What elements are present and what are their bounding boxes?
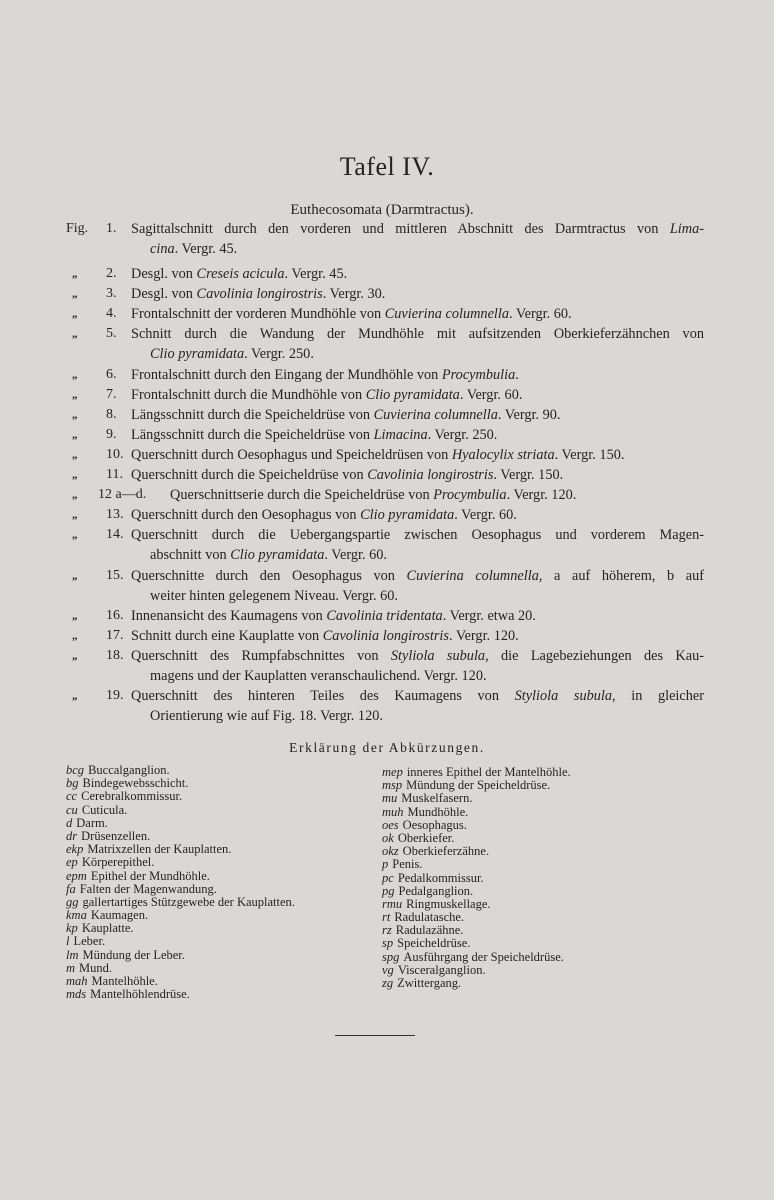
legend-abbreviation: mep xyxy=(382,765,403,779)
legend-meaning: Radulatasche. xyxy=(394,910,465,925)
figure-description-continued xyxy=(150,344,704,364)
figure-number: 10. xyxy=(106,447,124,462)
legend-abbreviation: rt xyxy=(382,910,391,925)
legend-meaning: Muskelfasern. xyxy=(401,791,473,806)
figure-number: 14. xyxy=(106,527,124,542)
figure-number: 11. xyxy=(106,467,123,482)
figure-label xyxy=(66,264,126,284)
figure-description xyxy=(131,686,704,706)
ditto-mark: „ xyxy=(72,650,78,662)
ditto-mark: „ xyxy=(72,570,78,582)
figure-number: 13. xyxy=(106,507,124,522)
text-run: . Vergr. etwa 20. xyxy=(442,608,536,624)
legend-abbreviation: epm xyxy=(66,868,87,883)
text-run: Desgl. von xyxy=(131,266,197,282)
legend-meaning: Falten der Magenwandung. xyxy=(79,881,217,896)
legend-abbreviation: rz xyxy=(382,923,392,938)
figure-number: 16. xyxy=(106,608,124,623)
figure-number: 15. xyxy=(106,568,124,583)
legend-right-column xyxy=(382,766,571,990)
text-run: Querschnitt durch den Oesophagus von xyxy=(131,507,361,523)
page-title: Tafel IV. xyxy=(339,152,435,181)
figure-number: 18. xyxy=(106,648,124,663)
legend-meaning: Drüsenzellen. xyxy=(81,828,151,843)
figure-entry xyxy=(0,525,774,563)
figure-description xyxy=(131,445,704,465)
legend-meaning: Mündung der Speicheldrüse. xyxy=(406,778,551,793)
text-run: . Vergr. 60. xyxy=(324,547,387,563)
text-run: , in gleicher xyxy=(612,688,704,704)
figure-label xyxy=(66,284,126,304)
legend-meaning: Kauplatte. xyxy=(81,921,134,936)
legend-abbreviation: ekp xyxy=(66,842,84,857)
text-run: . Vergr. 60. xyxy=(459,387,523,403)
ditto-mark: „ xyxy=(72,509,78,521)
figure-entry xyxy=(0,505,774,525)
text-run: . Vergr. 60. xyxy=(509,306,572,322)
legend-abbreviation: bg xyxy=(66,776,79,791)
legend-meaning: Ausführgang der Speicheldrüse. xyxy=(403,949,564,964)
figure-number: 9. xyxy=(106,427,117,442)
figure-entry xyxy=(0,264,774,284)
text-run: Querschnitt durch die Speicheldrüse von xyxy=(131,467,368,483)
legend-meaning: Radulazähne. xyxy=(395,923,464,938)
species-name: Clio pyramidata xyxy=(360,507,455,523)
figure-entry xyxy=(0,304,774,324)
figure-entry xyxy=(0,646,774,684)
legend-abbreviation: cc xyxy=(66,789,78,804)
legend-abbreviation: m xyxy=(66,960,76,975)
figure-number: 2. xyxy=(106,266,117,281)
figure-entry xyxy=(0,606,774,626)
figure-description xyxy=(170,485,704,505)
text-run: Querschnitt durch die Uebergangspartie zwischen Oesophagus und vorderem Magen- xyxy=(131,527,704,543)
legend-abbreviation: mah xyxy=(66,974,88,988)
figure-entry xyxy=(0,686,774,724)
legend-meaning: Leber. xyxy=(73,934,106,949)
figure-number: 6. xyxy=(106,367,117,382)
species-name: Cavolinia longirostris xyxy=(322,628,449,644)
figure-label xyxy=(66,304,126,324)
legend-abbreviation: pc xyxy=(382,870,394,885)
figure-label xyxy=(66,646,126,666)
species-name: Lima- xyxy=(669,221,704,237)
legend-meaning: Pedalganglion. xyxy=(398,883,474,898)
figure-description xyxy=(131,525,704,545)
legend-abbreviation: ok xyxy=(382,830,394,845)
text-run: Frontalschnitt der vorderen Mundhöhle von xyxy=(131,306,385,322)
text-run: abschnitt von xyxy=(150,547,231,563)
figure-description xyxy=(131,304,704,324)
text-run: . Vergr. 120. xyxy=(448,628,519,644)
text-run: Schnitt durch die Wandung der Mundhöhle mit aufsitzenden Oberkieferzähnchen von xyxy=(131,326,704,342)
legend-abbreviation: rmu xyxy=(382,896,403,911)
figure-description xyxy=(131,465,704,485)
species-name: Procymbulia xyxy=(441,367,516,383)
legend-abbreviation: mu xyxy=(382,791,398,806)
text-run: . Vergr. 250. xyxy=(427,427,498,443)
legend-abbreviation: gg xyxy=(66,894,79,909)
page-subtitle: Euthecosomata (Darmtractus). xyxy=(290,202,474,218)
legend-meaning: Oesophagus. xyxy=(402,817,467,832)
species-name: Styliola subula xyxy=(390,648,486,664)
text-run: . Vergr. 120. xyxy=(506,487,577,503)
legend-abbreviation: mds xyxy=(66,987,87,1002)
legend-left-column xyxy=(66,764,295,1001)
figure-number: 3. xyxy=(106,286,117,301)
figure-description xyxy=(131,385,704,405)
legend-abbreviation: muh xyxy=(382,804,404,819)
figure-label xyxy=(66,505,126,525)
figure-label xyxy=(66,566,126,586)
text-run: Innenansicht des Kaumagens von xyxy=(131,608,327,624)
figure-number: 7. xyxy=(106,387,117,402)
legend-meaning: gallertartiges Stützgewebe der Kauplatten. xyxy=(82,894,295,909)
legend-title: Erklärung der Abkürzungen. xyxy=(289,740,485,755)
legend-abbreviation: lm xyxy=(66,947,79,962)
legend-abbreviation: okz xyxy=(382,844,399,859)
figure-number: 1. xyxy=(106,221,117,236)
ditto-mark: „ xyxy=(72,288,78,300)
figure-label xyxy=(66,465,126,485)
legend-abbreviation: kma xyxy=(66,908,87,923)
figure-label xyxy=(66,324,126,344)
legend-abbreviation: ep xyxy=(66,855,78,870)
legend-meaning: Mund. xyxy=(79,960,113,975)
legend-abbreviation: spg xyxy=(382,949,400,964)
legend-abbreviation: l xyxy=(66,934,70,949)
figure-description xyxy=(131,606,704,626)
text-run: . Vergr. 60. xyxy=(454,507,517,523)
text-run: Sagittalschnitt durch den vorderen und mittleren Abschnitt des Darmtractus von xyxy=(131,221,670,237)
species-name: Cavolinia longirostris xyxy=(367,467,494,483)
figure-number: 5. xyxy=(106,326,117,341)
legend-meaning: Mantelhöhle. xyxy=(91,974,158,988)
text-run: Frontalschnitt durch den Eingang der Mundhöhle von xyxy=(131,367,442,383)
legend-meaning: Kaumagen. xyxy=(90,908,149,923)
figure-description xyxy=(131,284,704,304)
text-run: . Vergr. 45. xyxy=(284,266,348,282)
legend-abbreviation: cu xyxy=(66,802,78,817)
text-run: weiter hinten gelegenem Niveau. Vergr. 60. xyxy=(150,588,399,604)
fig-prefix: Fig. xyxy=(66,221,89,236)
figure-entry xyxy=(0,566,774,604)
species-name: Cuvierina columnella xyxy=(406,568,539,584)
figure-number: 12 a—d. xyxy=(98,487,147,502)
figure-description xyxy=(131,566,704,586)
figure-entry xyxy=(0,445,774,465)
text-run: . Vergr. 45. xyxy=(174,241,238,257)
ditto-mark: „ xyxy=(72,630,78,642)
figure-description xyxy=(131,365,704,385)
legend-meaning: Matrixzellen der Kauplatten. xyxy=(87,842,232,857)
ditto-mark: „ xyxy=(72,409,78,421)
figure-label xyxy=(66,219,126,238)
species-name: Cavolinia tridentata xyxy=(326,608,443,624)
legend-abbreviation: bcg xyxy=(66,763,85,777)
species-name: Clio pyramidata xyxy=(365,387,460,403)
ditto-mark: „ xyxy=(72,308,78,320)
figure-number: 17. xyxy=(106,628,124,643)
text-run: Längsschnitt durch die Speicheldrüse von xyxy=(131,427,374,443)
legend-abbreviation: fa xyxy=(66,881,76,896)
legend-meaning: Zwittergang. xyxy=(397,976,462,990)
figure-label xyxy=(66,626,126,646)
legend-meaning: Oberkieferzähne. xyxy=(402,844,490,859)
figure-description xyxy=(131,219,704,239)
text-run: Frontalschnitt durch die Mundhöhle von xyxy=(131,387,366,403)
species-name: Cuvierina columnella xyxy=(384,306,510,322)
figure-description xyxy=(131,324,704,344)
legend-meaning: Darm. xyxy=(76,815,108,830)
figure-description xyxy=(131,405,704,425)
figure-label xyxy=(66,425,126,445)
text-run: magens und der Kauplatten veranschaulichend. Vergr. 120. xyxy=(150,668,487,684)
figure-description xyxy=(131,646,704,666)
legend-abbreviation: kp xyxy=(66,921,78,936)
figure-entry xyxy=(0,284,774,304)
species-name: Styliola subula xyxy=(514,688,613,704)
figure-description xyxy=(131,626,704,646)
text-run: Orientierung wie auf Fig. 18. Vergr. 120. xyxy=(150,708,383,724)
species-name: Clio pyramidata xyxy=(230,547,325,563)
figure-entry xyxy=(0,405,774,425)
legend-meaning: Visceralganglion. xyxy=(397,962,486,977)
figure-description xyxy=(131,264,704,284)
text-run: . xyxy=(515,367,519,383)
ditto-mark: „ xyxy=(72,489,78,501)
text-run: . Vergr. 30. xyxy=(322,286,386,302)
species-name: Cuvierina columnella xyxy=(373,407,498,423)
species-name: cina xyxy=(150,241,175,257)
text-run: Querschnittserie durch die Speicheldrüse von xyxy=(170,487,434,503)
ditto-mark: „ xyxy=(72,610,78,622)
species-name: Cavolinia longirostris xyxy=(196,286,323,302)
legend-abbreviation: d xyxy=(66,815,73,830)
legend-abbreviation: p xyxy=(382,857,389,872)
text-run: Querschnitte durch den Oesophagus von xyxy=(131,568,407,584)
figure-entry xyxy=(0,425,774,445)
legend-meaning: Körperepithel. xyxy=(81,855,155,870)
figure-description xyxy=(131,505,704,525)
figure-entry xyxy=(0,324,774,362)
figure-description xyxy=(131,425,704,445)
text-run: Längsschnitt durch die Speicheldrüse von xyxy=(131,407,374,423)
text-run: . Vergr. 150. xyxy=(554,447,625,463)
figure-label xyxy=(66,445,126,465)
text-run: . Vergr. 150. xyxy=(493,467,564,483)
ditto-mark: „ xyxy=(72,268,78,280)
text-run: , a auf höherem, b auf xyxy=(538,568,705,584)
figure-entry xyxy=(0,465,774,485)
figure-entry xyxy=(0,219,774,257)
legend-meaning: Ringmuskellage. xyxy=(406,896,491,911)
figure-entry xyxy=(0,365,774,385)
text-run: . Vergr. 90. xyxy=(497,407,561,423)
figure-description-continued xyxy=(150,706,704,726)
text-run: , die Lagebeziehungen des Kau- xyxy=(485,648,704,664)
legend-meaning: Buccalganglion. xyxy=(88,763,170,777)
legend-meaning: Mundhöhle. xyxy=(407,804,469,819)
figure-description-continued xyxy=(150,666,704,686)
species-name: Creseis acicula xyxy=(196,266,285,282)
legend-meaning: Pedalkommissur. xyxy=(397,870,484,885)
species-name: Hyalocylix striata xyxy=(451,447,555,463)
text-run: Querschnitt des hinteren Teiles des Kaumagens von xyxy=(131,688,515,704)
text-run: Schnitt durch eine Kauplatte von xyxy=(131,628,323,644)
ditto-mark: „ xyxy=(72,389,78,401)
ditto-mark: „ xyxy=(72,449,78,461)
species-name: Clio pyramidata xyxy=(150,346,245,362)
ditto-mark: „ xyxy=(72,429,78,441)
legend-meaning: Cuticula. xyxy=(81,802,128,817)
legend-abbreviation: msp xyxy=(382,778,403,793)
species-name: Procymbulia xyxy=(433,487,507,503)
text-run: Querschnitt des Rumpfabschnittes von xyxy=(131,648,391,664)
legend-meaning: Mündung der Leber. xyxy=(82,947,185,962)
species-name: Limacina xyxy=(373,427,428,443)
ditto-mark: „ xyxy=(72,328,78,340)
text-run: . Vergr. 250. xyxy=(244,346,314,362)
legend-abbreviation: zg xyxy=(382,976,394,990)
ditto-mark: „ xyxy=(72,369,78,381)
figure-number: 19. xyxy=(106,688,124,703)
legend-meaning: Cerebralkommissur. xyxy=(81,789,183,804)
legend-entry xyxy=(66,988,295,1001)
legend-abbreviation: dr xyxy=(66,828,78,843)
legend-abbreviation: vg xyxy=(382,962,394,977)
legend-abbreviation: pg xyxy=(382,883,395,898)
figure-entry xyxy=(0,626,774,646)
figure-description-continued xyxy=(150,239,704,259)
figure-number: 4. xyxy=(106,306,117,321)
ditto-mark: „ xyxy=(72,690,78,702)
figure-label xyxy=(66,365,126,385)
legend-meaning: Bindegewebsschicht. xyxy=(82,776,189,791)
legend-meaning: Mantelhöhlendrüse. xyxy=(90,987,190,1002)
figure-description-continued xyxy=(150,545,704,565)
figure-description-continued xyxy=(150,586,704,606)
figure-label xyxy=(66,485,147,505)
closing-rule xyxy=(335,1035,415,1036)
figure-label xyxy=(66,606,126,626)
figure-label xyxy=(66,405,126,425)
figure-label xyxy=(66,686,126,706)
text-run: Desgl. von xyxy=(131,286,197,302)
legend-meaning: Oberkiefer. xyxy=(397,830,455,845)
text-run: Querschnitt durch Oesophagus und Speicheldrüsen von xyxy=(131,447,452,463)
legend-entry xyxy=(382,977,571,990)
legend-abbreviation: oes xyxy=(382,817,399,832)
ditto-mark: „ xyxy=(72,529,78,541)
legend-meaning: Speicheldrüse. xyxy=(397,936,471,951)
legend-meaning: inneres Epithel der Mantelhöhle. xyxy=(406,765,571,779)
figure-entry xyxy=(0,385,774,405)
legend-meaning: Penis. xyxy=(392,857,423,872)
ditto-mark: „ xyxy=(72,469,78,481)
figure-entry xyxy=(0,485,774,505)
figure-label xyxy=(66,385,126,405)
legend-meaning: Epithel der Mundhöhle. xyxy=(90,868,210,883)
figure-label xyxy=(66,525,126,545)
figure-number: 8. xyxy=(106,407,117,422)
legend-abbreviation: sp xyxy=(382,936,394,951)
